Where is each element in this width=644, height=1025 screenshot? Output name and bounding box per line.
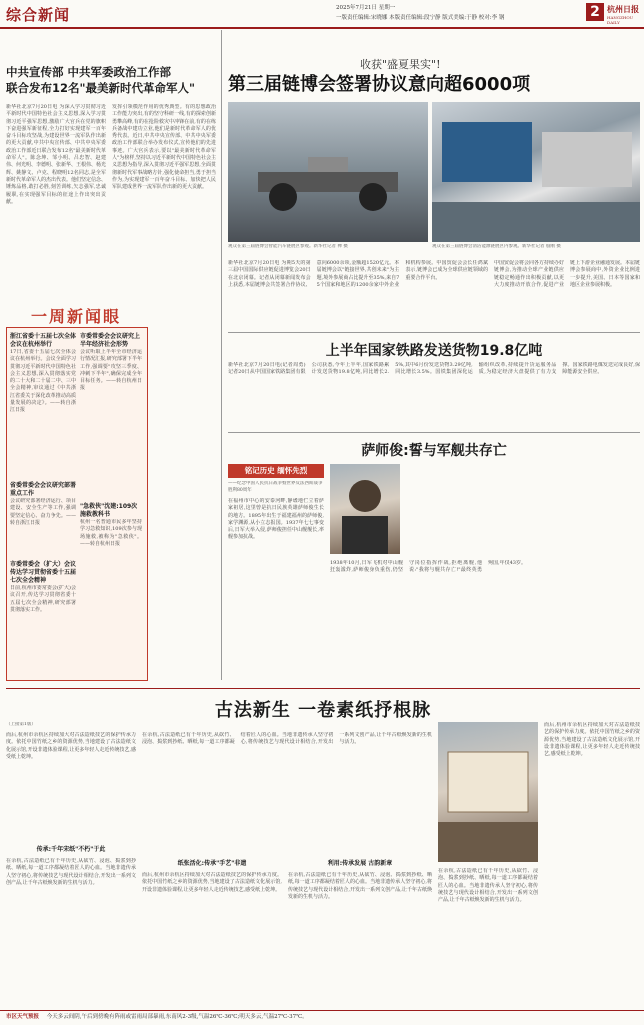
week-item-3-text: 日前,杭州市委常委会(扩大)会议召开,传达学习贯彻省委十五届七次全会精神,研究部署贯彻落实工作。 — [10, 585, 76, 613]
section-title: 综合新闻 — [6, 6, 71, 24]
car-chassis-illustration — [228, 102, 428, 242]
week-news-title: 一周新闻眼 — [30, 307, 121, 326]
sa-banner: 铭记历史 缅怀先烈 — [228, 464, 324, 478]
week-right-2-title: "急救侠"沈建:109次施救教科书 — [80, 503, 138, 518]
ancient-kicker: （上接第1版） — [6, 722, 36, 727]
ancient-sub-2: 纸张活化:传承"手艺"非遗 — [177, 860, 247, 867]
rail-body: 新华社北京7月20日电(记者周勇)记者20日从中国国家铁路集团有限公司获悉,今年上半年,国家铁路累计发送货物19.8亿吨,同比增长2.5%,其中6月份发送货物3.29亿吨,同比增长3.5%。国铁集团深化运输组织改革,持续提升货运服务品质,为稳定经济大盘提供了有力支撑。国家铁路电煤发送完成良好,保障能源安全供应。 — [228, 362, 640, 376]
workbench — [438, 822, 538, 862]
week-right-1-text: 会议听取上半年全市经济运行情况汇报,研究部署下半年工作,强调要"攻坚三季度、冲刺下半年",确保完成全年目标任务。——转自杭州日报 — [80, 349, 142, 392]
sa-portrait — [330, 464, 400, 554]
exhibit-booth-left — [442, 122, 532, 182]
expo-body-2: 中国贸促会将会同各方持续办好链博会,为推动全球产业链供应链稳定畅通作出积极贡献,以更大力度推动开放合作,促进产业链上下游企业融通发展。本届链博会参展商中,外资企业比例进一步提升,美国、日本等国家和地区企业参展积极。 — [494, 260, 640, 288]
expo-caption-1: 观众在第三届链博会智能汽车链展区参观。新华社记者 禅 摄 — [228, 244, 348, 249]
ancient-title: 古法新生 一卷素纸抒根脉 — [214, 700, 432, 721]
ancient-sub-3: 利用:传承发展 古韵新章 — [327, 860, 393, 867]
lead-title-line2: 联合发布12名"最美新时代革命军人" — [6, 81, 195, 95]
footer-forecast: 今天多云间阴,午后到傍晚有阵雨或雷雨局部暴雨,东南风2-3级,气温26℃-36℃;明天多云,气温27℃-37℃。 — [46, 1014, 308, 1020]
exhibit-booth-right — [542, 132, 632, 187]
expo-title: 第三届链博会签署协议意向超6000项 — [228, 74, 531, 95]
papermaking-illustration — [438, 722, 538, 862]
newspaper-logo: 杭州日报 — [607, 4, 639, 14]
ancient-sub-1: 传承:千年宋纸"不朽"于此 — [36, 846, 106, 853]
ancient-photo-paper — [438, 722, 538, 862]
expo-photo-car-chassis — [228, 102, 428, 242]
ancient-body-1b: 在余杭,古法造纸已有千年历史,从砍竹、浸泡、捣浆到抄纸、晒纸,每一道工序都凝结着匠人的心血。当地非遗传承人坚守初心,将传统技艺与现代设计相结合,开发出一系列文创产品,让千年古纸焕发新的生机与活力。 — [6, 858, 136, 886]
ancient-body-6: 在余杭,古法造纸已有千年历史,从砍竹、浸泡、捣浆到抄纸、晒纸,每一道工序都凝结着匠人的心血。当地非遗传承人坚守初心,将传统技艺与现代设计相结合,开发出一系列文创产品,让千年古纸焕发新的生机与活力。 — [438, 868, 538, 904]
chassis-wheel-rear — [359, 183, 387, 211]
week-item-1-title: 浙江省委十五届七次全体会议在杭州举行 — [10, 333, 77, 348]
expo-caption-2: 观众在第三届链博会清洁能源链展区内参观。新华社记者 殷刚 摄 — [432, 244, 561, 249]
ancient-body-2: 在余杭,古法造纸已有千年历史,从砍竹、浸泡、捣浆到抄纸、晒纸,每一道工序都凝结着匠人的心血。当地非遗传承人坚守初心,将传统技艺与现代设计相结合,开发出一系列文创产品,让千年古纸焕发新的生机与活力。 — [142, 732, 432, 746]
newspaper-logo-sub: HANGZHOU DAILY — [607, 15, 633, 25]
page-header — [0, 0, 644, 29]
lead-title-line1: 中共宣传部 中共军委政治工作部 — [6, 65, 172, 79]
sa-body-2: 1938年10月,日军飞机对中山舰狂轰滥炸,萨师俊身负重伤,仍坚守岗位指挥作战,拒绝离舰,他说:"我将与舰共存亡!"最终英勇殉国,年仅43岁。 — [330, 560, 526, 574]
portrait-head — [349, 480, 381, 512]
expo-photo-exhibit-hall — [432, 102, 640, 242]
issue-date: 2025年7月21日 星期一 — [336, 5, 396, 11]
week-news-right — [80, 333, 142, 639]
rail-title: 上半年国家铁路发送货物19.8亿吨 — [325, 343, 543, 359]
chassis-wheel-front — [269, 183, 297, 211]
week-right-2-text: 杭州一名普通市民多年坚持学习急救知识,109次参与现场施救,被称为"急救侠"。——转自杭州日报 — [80, 519, 142, 547]
week-right-1-title: 市委常委会会议研究上半年经济社会形势 — [80, 333, 141, 348]
week-news-left — [10, 333, 76, 645]
week-item-1-text: 17日,省委十五届七次全体会议在杭州举行。会议全面学习贯彻习近平新时代中国特色社会主义思想,深入贯彻落实党的二十大和二十届二中、三中全会精神,审议通过《中共浙江省委关于深化改革推动高质量发展的决定》。——转自浙江日报 — [10, 349, 76, 414]
divider-sa — [228, 432, 640, 433]
footer-label: 市区天气预报 — [6, 1014, 40, 1020]
portrait-uniform — [342, 516, 388, 554]
editors-line: 一版责任编辑:宋晓娜 本版责任编辑:段宁静 版式美编:于静 校对:李 钢 — [336, 15, 505, 21]
lead-story-title — [6, 64, 216, 96]
exhibit-floor — [432, 202, 640, 242]
sa-title: 萨师俊:誓与军舰共存亡 — [361, 443, 507, 459]
portrait-illustration — [330, 464, 400, 554]
week-item-2-title: 省委常委会会议研究部署重点工作 — [10, 482, 77, 497]
paper-sheet — [448, 752, 528, 812]
lead-story-body-2: 发挥引领模范作用的优秀典型。有的思想政治工作能力突出,有的坚守科研一线,有的探索创新勇攀高峰,有的在抢险救灾中冲锋在前,有的在练兵备战中建功立业,他们是新时代革命军人的优秀代表。近日,中共中央宣传部、中共中央军委政治工作部联合举办发布仪式,宣传他们的先进事迹。广大官兵表示,要以"最美新时代革命军人"为榜样,坚持以习近平新时代中国特色社会主义思想为指导,深入贯彻习近平强军思想,全面贯彻新时代军事战略方针,强化使命担当,勇于担当作为,为实现建军一百年奋斗目标、加快把人民军队建成世界一流军队作出新的更大贡献。 — [112, 104, 216, 191]
sa-body-1: 在福州市中心的安泰河畔,静谧地伫立着萨家祖居,这里曾是抗日民族英雄萨师俊生长的地方。1895年出生于福建福州的萨师俊,家学渊源,从小立志报国。1937年七七事变后,日军大举入侵,萨师俊担任中山舰舰长,率舰参加抗战。 — [228, 498, 324, 541]
expo-kicker: 收获"盛夏果实"! — [360, 58, 441, 71]
divider-bottom — [6, 688, 640, 689]
chassis-engine — [308, 157, 348, 172]
ancient-body-5: 而后,杭州市余杭区持续加大对古法造纸技艺的保护传承力度。依托中国竹纸之乡的资源优势,当地建设了古法造纸文化展示馆,开设非遗体验课程,让更多年轻人走近传统技艺,感受纸上乾坤。 — [544, 722, 640, 758]
sa-banner-sub: ——纪念中国人民抗日战争暨世界反法西斯战争胜利80周年 — [228, 481, 323, 493]
divider-rail — [228, 332, 640, 333]
ancient-body-4: 在余杭,古法造纸已有千年历史,从砍竹、浸泡、捣浆到抄纸、晒纸,每一道工序都凝结着匠人的心血。当地非遗传承人坚守初心,将传统技艺与现代设计相结合,开发出一系列文创产品,让千年古纸焕发新的生机与活力。 — [288, 872, 432, 900]
ancient-body-1: 而后,杭州市余杭区持续加大对古法造纸技艺的保护传承力度。依托中国竹纸之乡的资源优势,当地建设了古法造纸文化展示馆,开设非遗体验课程,让更多年轻人走近传统技艺,感受纸上乾坤。 — [6, 732, 136, 760]
week-item-3-title: 市委常委会（扩大）会议传达学习贯彻省委十五届七次全会精神 — [10, 561, 77, 584]
page-number: 2 — [586, 3, 604, 21]
exhibit-hall-illustration — [432, 102, 640, 242]
column-divider — [221, 30, 222, 680]
week-item-2-text: 会议研究部署经济运行、项目建设、安全生产等工作,强调要坚定信心、奋力争先。——转自浙江日报 — [10, 498, 76, 526]
expo-body: 新华社北京7月20日电 为期5天的第三届中国国际供应链促进博览会20日在北京闭幕。记者从闭幕新闻发布会上获悉,本届链博会共签署合作协议、意向6000余项,金额超1520亿元。本届链博会以"链接世界,共创未来"为主题,境外参展商占比提升至35%,来自75个国家和地区的1200余家中外企业和机构参展。中国贸促会会长任鸿斌表示,链博会已成为全球供应链领域的重要合作平台。 — [228, 260, 488, 288]
lead-story-body-1: 新华社北京7月20日电 为深入学习贯彻习近平新时代中国特色社会主义思想,深入学习贯彻习近平强军思想,激励广大官兵在党的旗帜下奋进强军新征程,全力打好实现建军一百年奋斗目标攻坚战,为建设世界一流军队作出新的更大贡献,中共中央宣传部、中共中央军委政治工作部近日联合发布12名"最美新时代革命军人"。陈念坤、邹小明、吕忠智、赵建伟、何光明、李德明、张新华、王根伟、杨光辉、姚静文、卢克、程晓明12名同志,是全军新时代革命军人的杰出代表。他们坚定信念、锤炼品格,敢打必胜,刻苦训练,矢志强军,忠诚履职,在实现强军目标的征途上作出突出贡献。 — [6, 104, 106, 205]
footer-weather — [6, 1012, 308, 1020]
ancient-body-3: 而后,杭州市余杭区持续加大对古法造纸技艺的保护传承力度。依托中国竹纸之乡的资源优势,当地建设了古法造纸文化展示馆,开设非遗体验课程,让更多年轻人走近传统技艺,感受纸上乾坤。 — [142, 872, 282, 893]
